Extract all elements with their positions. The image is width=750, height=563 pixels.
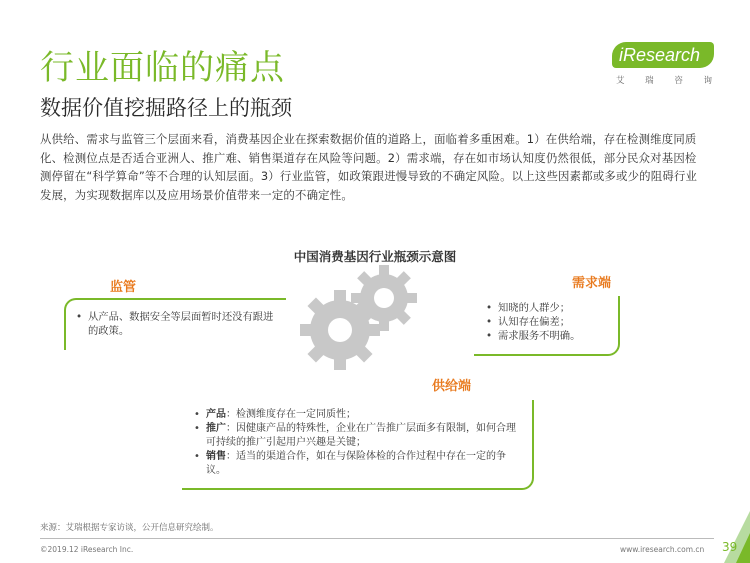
supply-item: • 推广：因健康产品的特殊性，企业在广告推广层面多有限制，如何合理可持续的推广引起用户兴趣是关键；: [194, 422, 524, 450]
demand-item: • 需求服务不明确。: [486, 329, 610, 343]
supply-item-text: 适当的渠道合作，如在与保险体检的合作过程中存在一定的争议。: [206, 451, 506, 476]
page-number: 39: [722, 540, 738, 554]
logo-subtitle: [616, 74, 712, 86]
logo-char: 询: [703, 76, 712, 86]
demand-label: 需求端: [572, 276, 612, 291]
demand-item: • 认知存在偏差；: [486, 315, 610, 329]
regulation-card: [64, 298, 286, 350]
iresearch-logo: [612, 36, 716, 88]
regulation-label: 监管: [110, 280, 137, 295]
corner-decoration: [736, 533, 750, 563]
page-title: 行业面临的痛点: [40, 48, 285, 88]
regulation-item: • 从产品、数据安全等层面暂时还没有跟进的政策。: [76, 310, 278, 338]
supply-item-text: 检测维度存在一定同质性；: [236, 409, 356, 420]
gears-icon: [300, 262, 420, 374]
intro-paragraph: 从供给、需求与监管三个层面来看，消费基因企业在探索数据价值的道路上，面临着多重困难。1）在供给端，存在检测维度同质化、检测位点是否适合亚洲人、推广难、销售渠道存在风险等问题。2）需求端，存在如市场认知度仍然很低，部分民众对基因检测停留在“科学算命”等不合理的认知层面。3）行业监管，如政策跟进慢导致的不确定风险。以上这些因素都或多或少的阻碍行业发展，为实现数据库以及应用场景价值带来一定的不确定性。: [40, 132, 698, 202]
website: www.iresearch.com.cn: [620, 545, 705, 554]
supply-item-text: 因健康产品的特殊性，企业在广告推广层面多有限制，如何合理可持续的推广引起用户兴趣是关键；: [206, 423, 516, 448]
supply-item: • 销售：适当的渠道合作，如在与保险体检的合作过程中存在一定的争议。: [194, 450, 524, 478]
demand-card: [474, 296, 620, 356]
supply-item-key: 推广: [206, 423, 226, 434]
logo-badge: iResearch: [612, 42, 714, 68]
footer-divider: [40, 538, 714, 539]
supply-label: 供给端: [432, 379, 472, 394]
supply-card: [182, 400, 534, 490]
logo-char: 艾: [616, 76, 625, 86]
supply-item-key: 产品: [206, 409, 226, 420]
logo-char: 咨: [674, 76, 683, 86]
supply-item: • 产品：检测维度存在一定同质性；: [194, 408, 524, 422]
supply-item-key: 销售: [206, 451, 226, 462]
page-subtitle: 数据价值挖掘路径上的瓶颈: [40, 96, 292, 120]
copyright: ©2019.12 iResearch Inc.: [40, 545, 134, 554]
demand-item: • 知晓的人群少；: [486, 301, 610, 315]
source-note: 来源：艾瑞根据专家访谈，公开信息研究绘制。: [40, 523, 219, 533]
logo-char: 瑞: [645, 76, 654, 86]
diagram-title: 中国消费基因行业瓶颈示意图: [293, 249, 457, 264]
